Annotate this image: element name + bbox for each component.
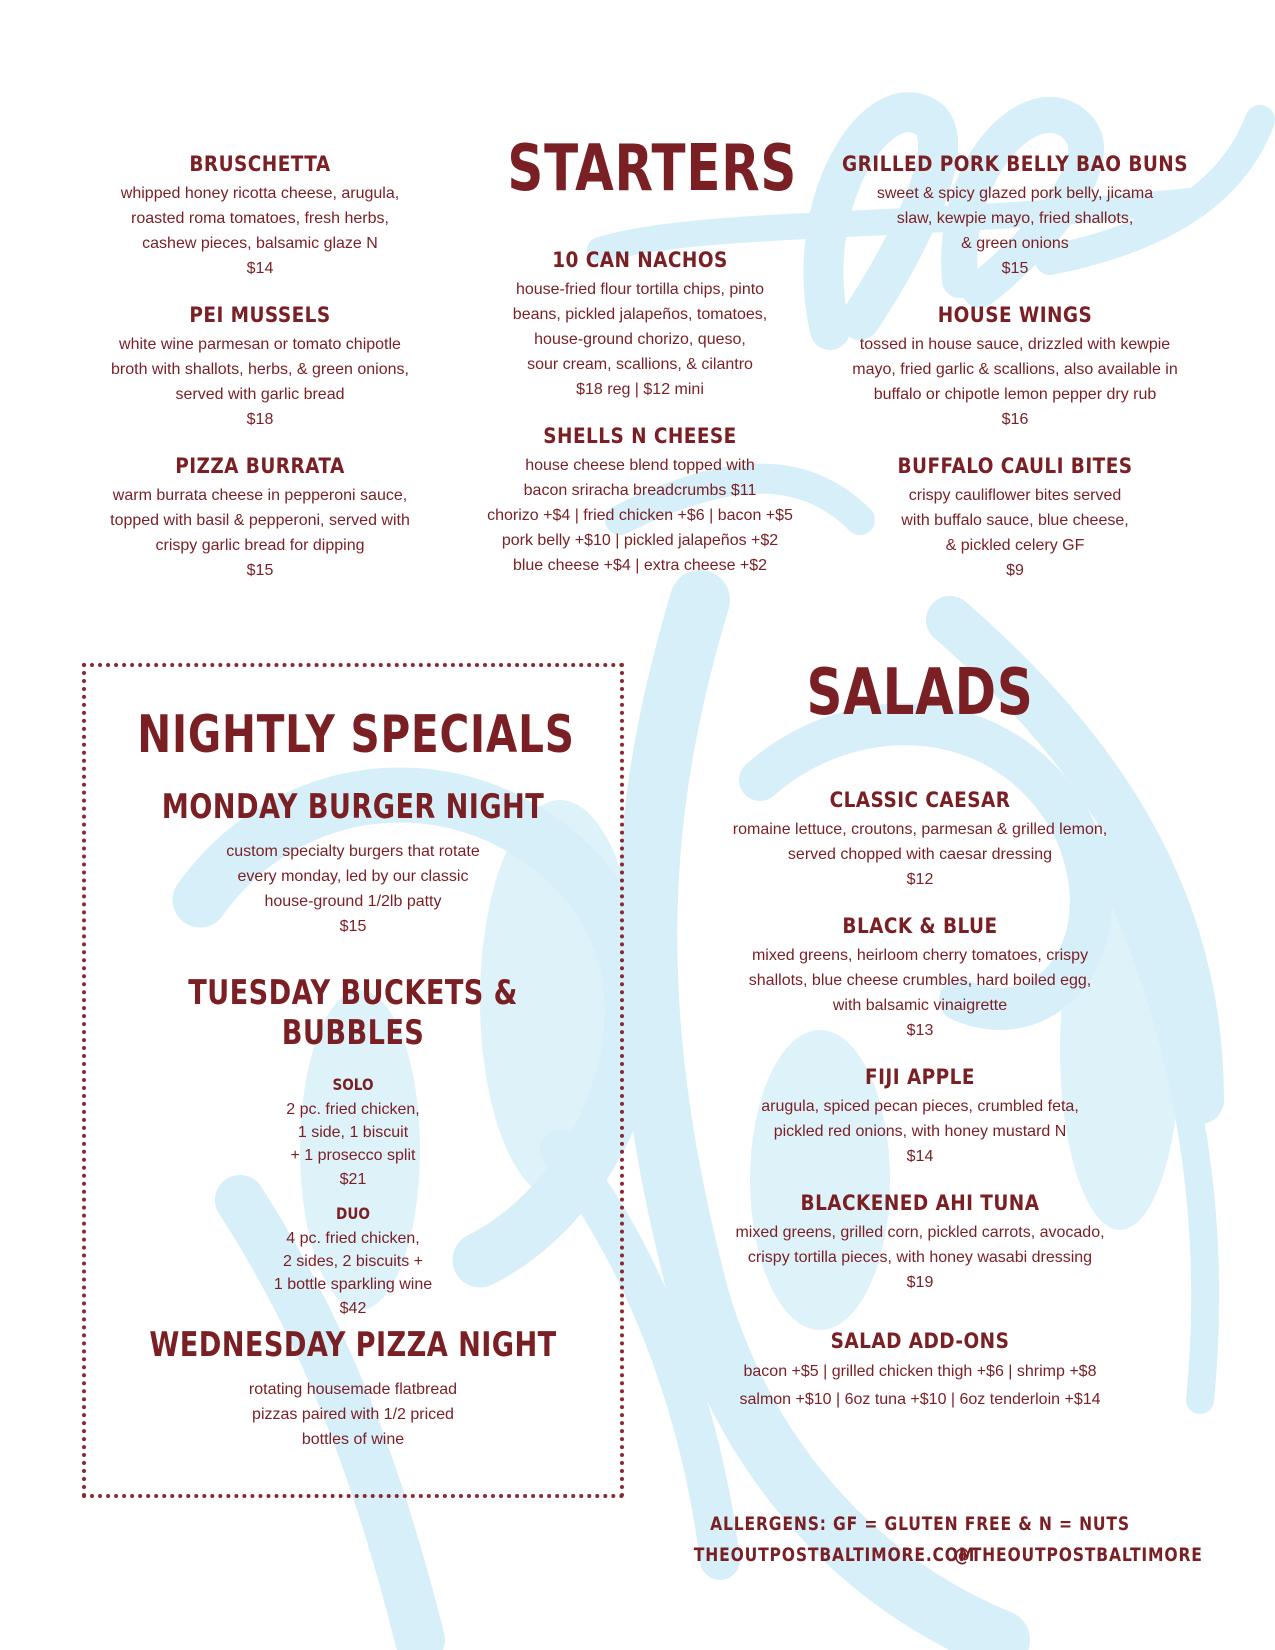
item-price: $15 [246, 562, 274, 579]
menu-item-house-wings [805, 303, 1225, 432]
menu-item-bruschetta [60, 152, 460, 281]
item-name: PEI MUSSELS [189, 303, 331, 327]
social-handle[interactable]: @THEOUTPOSTBALTIMORE [954, 1544, 1203, 1566]
special-option-description: 2 pc. fried chicken, 1 side, 1 biscuit + 1 prosecco split [286, 1101, 420, 1164]
item-description: sweet & spicy glazed pork belly, jicama slaw, kewpie mayo, fried shallots, & green onions [876, 185, 1154, 252]
special-tuesday-duo [86, 1204, 620, 1321]
item-name: BUFFALO CAULI BITES [897, 454, 1133, 478]
special-name: MONDAY BURGER NIGHT [161, 787, 545, 827]
item-price: $9 [1006, 562, 1024, 579]
item-name: SHELLS N CHEESE [543, 424, 737, 448]
item-description: whipped honey ricotta cheese, arugula, roasted roma tomatoes, fresh herbs, cashew pieces, balsamic glaze N [120, 185, 400, 252]
menu-item-fiji-apple [680, 1065, 1160, 1169]
starters-center-column [445, 248, 835, 600]
add-ons-title: SALAD ADD-ONS [830, 1329, 1010, 1353]
starters-left-column [60, 152, 460, 605]
special-name: WEDNESDAY PIZZA NIGHT [149, 1325, 557, 1365]
special-price: $15 [339, 918, 367, 935]
item-name: CLASSIC CAESAR [829, 788, 1011, 812]
item-name: PIZZA BURRATA [175, 454, 345, 478]
item-price: $15 [1001, 260, 1029, 277]
allergens-note: ALLERGENS: GF = GLUTEN FREE & N = NUTS [710, 1513, 1130, 1535]
menu-item-black-and-blue [680, 914, 1160, 1043]
special-tuesday [86, 973, 620, 1321]
salad-add-ons [680, 1329, 1160, 1414]
item-price: $18 [246, 411, 274, 428]
special-name: TUESDAY BUCKETS & BUBBLES [188, 973, 518, 1053]
special-description: rotating housemade flatbread pizzas paired with 1/2 priced bottles of wine [248, 1381, 458, 1448]
special-tuesday-solo [86, 1075, 620, 1192]
item-description: mixed greens, heirloom cherry tomatoes, crispy shallots, blue cheese crumbles, hard boiled egg, with balsamic vinaigrette [748, 947, 1092, 1014]
item-name: HOUSE WINGS [937, 303, 1093, 327]
add-ons-line: bacon +$5 | grilled chicken thigh +$6 | shrimp +$8 [743, 1363, 1097, 1380]
item-price: $14 [906, 1148, 934, 1165]
special-option-price: $42 [339, 1300, 367, 1317]
menu-item-buffalo-cauli-bites [805, 454, 1225, 583]
item-description: house-fried flour tortilla chips, pinto beans, pickled jalapeños, tomatoes, house-ground chorizo, queso, sour cream, scallions, & cilantro [512, 281, 768, 373]
special-option-description: 4 pc. fried chicken, 2 sides, 2 biscuits + 1 bottle sparkling wine [273, 1230, 433, 1293]
menu-item-shells-n-cheese [445, 424, 835, 578]
item-name: BLACKENED AHI TUNA [800, 1191, 1040, 1215]
item-name: 10 CAN NACHOS [552, 248, 728, 272]
menu-item-classic-caesar [680, 788, 1160, 892]
special-option-price: $21 [339, 1171, 367, 1188]
item-description: arugula, spiced pecan pieces, crumbled feta, pickled red onions, with honey mustard N [761, 1098, 1079, 1140]
item-name: GRILLED PORK BELLY BAO BUNS [842, 152, 1188, 176]
menu-item-pei-mussels [60, 303, 460, 432]
menu-item-blackened-ahi-tuna [680, 1191, 1160, 1295]
special-wednesday [86, 1325, 620, 1452]
item-name: BRUSCHETTA [189, 152, 331, 176]
item-name: FIJI APPLE [865, 1065, 975, 1089]
item-price: $18 reg | $12 mini [576, 381, 704, 398]
item-price: $19 [906, 1274, 934, 1291]
starters-title: STARTERS [507, 132, 798, 206]
item-description: warm burrata cheese in pepperoni sauce, topped with basil & pepperoni, served with crispy garlic bread for dipping [110, 487, 410, 554]
item-description: house cheese blend topped with bacon sriracha breadcrumbs $11 chorizo +$4 | fried chicken +$6 | bacon +$5 pork belly +$10 | pickled jalapeños +$2 blue cheese +$4 | extra cheese +$2 [487, 457, 793, 574]
starters-right-column [805, 152, 1225, 605]
special-monday [86, 787, 620, 939]
item-description: crispy cauliflower bites served with buffalo sauce, blue cheese, & pickled celery GF [901, 487, 1129, 554]
special-description: custom specialty burgers that rotate every monday, led by our classic house-ground 1/2lb patty [226, 843, 480, 910]
menu-item-10-can-nachos [445, 248, 835, 402]
item-price: $13 [906, 1022, 934, 1039]
item-description: romaine lettuce, croutons, parmesan & grilled lemon, served chopped with caesar dressing [732, 821, 1108, 863]
item-price: $12 [906, 871, 934, 888]
menu-item-pork-belly-bao-buns [805, 152, 1225, 281]
nightly-specials-box [82, 663, 624, 1498]
salads-title: SALADS [806, 656, 1034, 730]
salads-column [680, 788, 1160, 1436]
special-option-name: DUO [336, 1204, 370, 1223]
item-name: BLACK & BLUE [842, 914, 998, 938]
nightly-specials-title: NIGHTLY SPECIALS [137, 705, 575, 765]
item-price: $14 [246, 260, 274, 277]
item-description: white wine parmesan or tomato chipotle broth with shallots, herbs, & green onions, served with garlic bread [111, 336, 409, 403]
item-price: $16 [1001, 411, 1029, 428]
item-description: tossed in house sauce, drizzled with kewpie mayo, fried garlic & scallions, also available in buffalo or chipotle lemon pepper dry rub [852, 336, 1178, 403]
menu-item-pizza-burrata [60, 454, 460, 583]
add-ons-line: salmon +$10 | 6oz tuna +$10 | 6oz tenderloin +$14 [739, 1391, 1101, 1408]
item-description: mixed greens, grilled corn, pickled carrots, avocado, crispy tortilla pieces, with honey wasabi dressing [735, 1224, 1105, 1266]
special-option-name: SOLO [332, 1075, 374, 1094]
website-link[interactable]: THEOUTPOSTBALTIMORE.COM [693, 1544, 976, 1566]
